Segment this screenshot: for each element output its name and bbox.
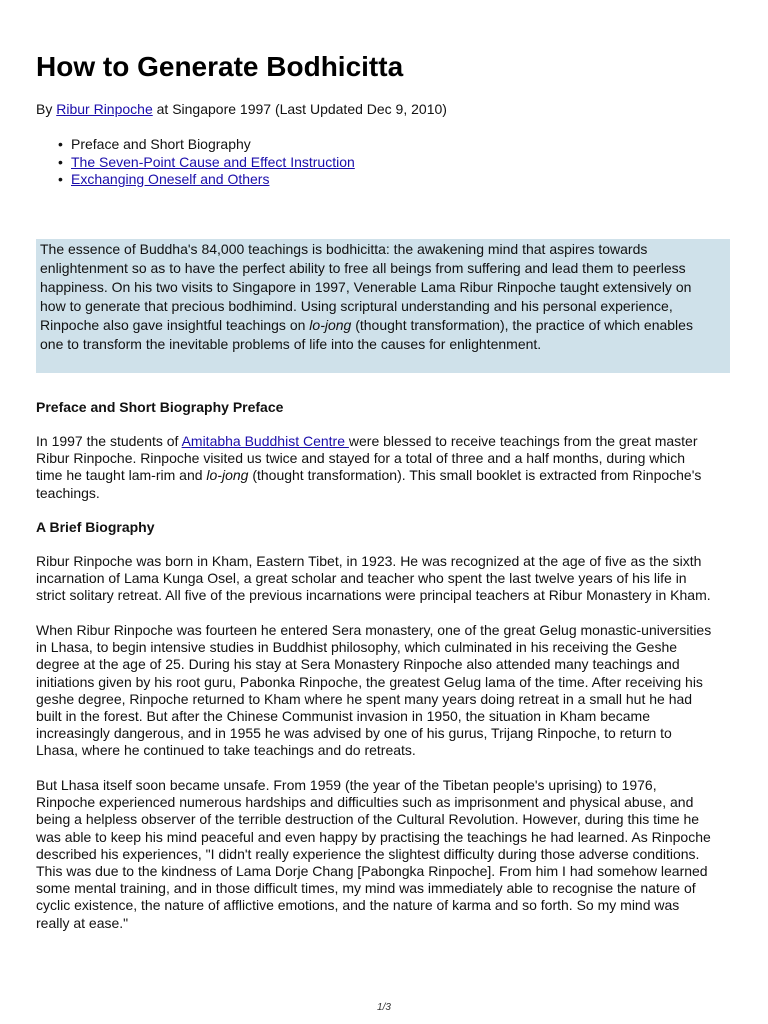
- toc-item-exchanging[interactable]: [36, 171, 355, 189]
- bio-line: Lhasa, where he continued to take teachings and do retreats.: [36, 742, 416, 759]
- bio-line: initiations given by his root guru, Pabonka Rinpoche, the greatest Gelug lama of the time. After receiving his: [36, 673, 703, 690]
- abstract-line: The essence of Buddha's 84,000 teachings is bodhicitta: the awakening mind that aspires towards: [40, 241, 648, 257]
- bio-line: When Ribur Rinpoche was fourteen he entered Sera monastery, one of the great Gelug monastic-universities: [36, 622, 712, 638]
- bio-line: degree at the age of 25. During his stay at Sera Monastery Rinpoche also attended many teachings and: [36, 656, 680, 673]
- preface-line1-after: were blessed to receive teachings from the great master: [348, 433, 698, 449]
- preface-line3-after: (thought transformation). This small booklet is extracted from Rinpoche's: [248, 467, 702, 484]
- preface-line: teachings.: [36, 484, 100, 501]
- preface-line1-before: In 1997 the students of: [36, 433, 182, 449]
- page-number: 1/3: [377, 1002, 391, 1013]
- preface-line: [36, 467, 730, 484]
- preface-line: Ribur Rinpoche. Rinpoche visited us twice and stayed for a total of three and a half months, during which: [36, 450, 686, 467]
- author-link[interactable]: Ribur Rinpoche: [56, 101, 153, 117]
- preface-paragraph: [36, 433, 730, 502]
- bio-line: Ribur Rinpoche was born in Kham, Eastern Tibet, in 1923. He was recognized at the age of five as the sixth: [36, 553, 702, 569]
- bio-line: But Lhasa itself soon became unsafe. From 1959 (the year of the Tibetan people's uprising) to 1976,: [36, 777, 657, 793]
- bio-line: Rinpoche experienced numerous hardships and difficulties such as imprisonment and physical abuse, and: [36, 794, 694, 811]
- bio-line: built in the forest. But after the Chinese Communist invasion in 1950, the situation in Kham became: [36, 708, 651, 725]
- abstract-line: [40, 316, 724, 335]
- abstract-box: [36, 239, 730, 373]
- bio-line: was able to keep his mind peaceful and even happy by practising the teachings he had learned. As Rinpoche: [36, 828, 711, 845]
- byline: [36, 101, 447, 118]
- page-title: How to Generate Bodhicitta: [36, 51, 404, 82]
- bio-line: described his experiences, "I didn't really experience the slightest difficulty during those adverse conditions.: [36, 845, 700, 862]
- byline-suffix: at Singapore 1997 (Last Updated Dec 9, 2010): [152, 101, 447, 117]
- bio-line: This was due to the kindness of Lama Dorje Chang [Pabongka Rinpoche]. From him I had somehow learned: [36, 863, 708, 880]
- biography-paragraph-2: [36, 622, 730, 760]
- preface-line: [36, 433, 730, 450]
- toc-link-exchanging[interactable]: Exchanging Oneself and Others: [71, 171, 270, 187]
- abstract-line: happiness. On his two visits to Singapore in 1997, Venerable Lama Ribur Rinpoche taught extensively on: [40, 279, 692, 295]
- preface-heading: Preface and Short Biography Preface: [36, 399, 284, 415]
- toc-item-preface: [36, 136, 355, 154]
- bio-line: really at ease.": [36, 914, 129, 931]
- preface-line3-before: time he taught lam-rim and: [36, 467, 207, 484]
- toc-item-seven-point[interactable]: [36, 154, 355, 172]
- abstract-line5-after: (thought transformation), the practice of which enables: [351, 317, 693, 333]
- abstract-text: [40, 240, 724, 354]
- bio-line: cyclic existence, the nature of afflictive emotions, and the nature of karma and so forth. So my mind was: [36, 897, 680, 914]
- biography-paragraph-1: [36, 553, 730, 605]
- abstract-line: how to generate that precious bodhimind. Using scriptural understanding and his personal experience,: [40, 298, 673, 314]
- bio-line: being a helpless observer of the terrible destruction of the Cultural Revolution. However, during this time he: [36, 811, 700, 828]
- bio-line: geshe degree, Rinpoche returned to Kham where he spent many years doing retreat in a small hut he had: [36, 690, 693, 707]
- abstract-line: enlightenment so as to have the perfect ability to free all beings from suffering and lead them to peerless: [40, 260, 686, 276]
- byline-prefix: By: [36, 101, 57, 117]
- table-of-contents: [36, 136, 355, 189]
- biography-heading: A Brief Biography: [36, 519, 155, 535]
- bio-line: in Lhasa, to begin intensive studies in Buddhist philosophy, which culminated in his receiving the Geshe: [36, 639, 678, 656]
- lo-jong-term: lo-jong: [206, 467, 249, 484]
- bio-line: some mental training, and in those difficult times, my mind was immediately able to recognise the nature of: [36, 880, 696, 897]
- bio-line: strict solitary retreat. All five of the previous incarnations were principal teachers at Ribur Monastery in Kham.: [36, 587, 711, 604]
- bio-line: increasingly dangerous, and in 1955 he was advised by one of his gurus, Trijang Rinpoche, to return to: [36, 725, 672, 742]
- bio-line: incarnation of Lama Kunga Osel, a great scholar and teacher who spent the last twelve years of his life in: [36, 570, 687, 587]
- abstract-line: one to transform the inevitable problems of life into the causes for enlightenment.: [40, 336, 542, 352]
- lo-jong-term: lo-jong: [309, 317, 352, 333]
- biography-paragraph-3: [36, 777, 730, 932]
- amitabha-centre-link[interactable]: Amitabha Buddhist Centre: [181, 433, 349, 449]
- toc-item-label: Preface and Short Biography: [71, 136, 251, 152]
- toc-link-seven-point[interactable]: The Seven-Point Cause and Effect Instruction: [71, 153, 355, 170]
- abstract-line5-before: Rinpoche also gave insightful teachings on: [40, 317, 310, 333]
